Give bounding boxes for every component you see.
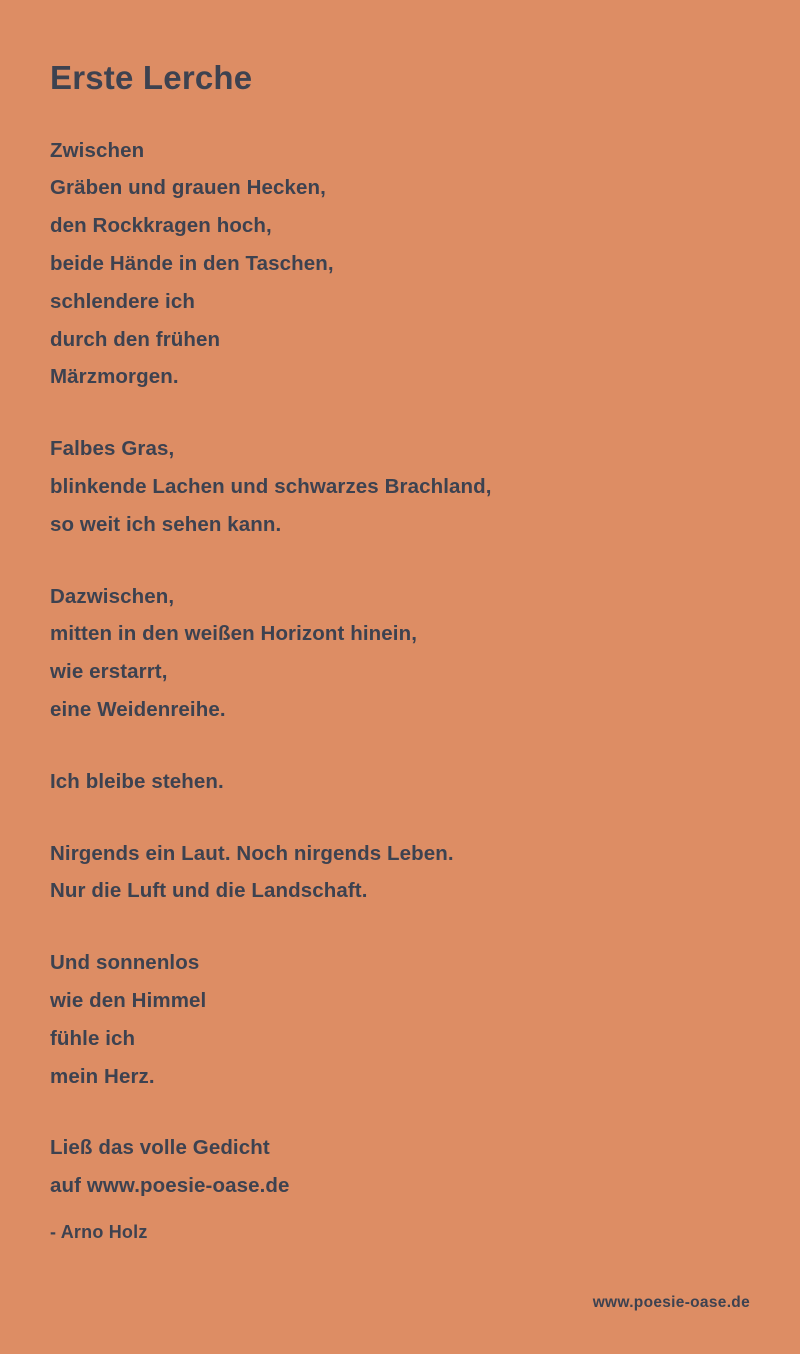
cta-link[interactable]: auf www.poesie-oase.de [50,1174,290,1198]
poem-line: Ich bleibe stehen. [50,769,224,793]
poem-line: Falbes Gras, [50,437,175,461]
poem-line: durch den frühen [50,327,221,351]
poem-line: Märzmorgen. [50,365,179,389]
poem-line: Und sonnenlos [50,951,200,975]
poem-stanza [50,132,750,397]
poem-stanza [50,430,750,543]
call-to-action [50,1129,750,1205]
poem-line: wie den Himmel [50,988,207,1012]
poem-line: schlendere ich [50,289,195,313]
poem-line: Nirgends ein Laut. Noch nirgends Leben. [50,841,454,865]
poem-line: den Rockkragen hoch, [50,214,272,238]
poem-stanza [50,763,750,801]
poem-line: wie erstarrt, [50,660,168,684]
poem-line: mitten in den weißen Horizont hinein, [50,622,418,646]
poem-line: Zwischen [50,138,145,162]
poem-line: eine Weidenreihe. [50,697,226,721]
cta-line: Ließ das volle Gedicht [50,1136,270,1160]
poem-stanza [50,578,750,729]
poem-author: - Arno Holz [50,1221,148,1242]
poem-line: fühle ich [50,1026,136,1050]
poem-stanza [50,944,750,1095]
poem-line: blinkende Lachen und schwarzes Brachland, [50,474,492,498]
page-title: Erste Lerche [50,59,253,96]
poem-line: Dazwischen, [50,584,175,608]
poem-line: Nur die Luft und die Landschaft. [50,879,368,903]
poem-line: beide Hände in den Taschen, [50,251,334,275]
poem-line: so weit ich sehen kann. [50,512,282,536]
footer-website[interactable]: www.poesie-oase.de [592,1294,750,1311]
poem-line: mein Herz. [50,1064,155,1088]
poem-stanza [50,835,750,911]
poem-line: Gräben und grauen Hecken, [50,176,326,200]
